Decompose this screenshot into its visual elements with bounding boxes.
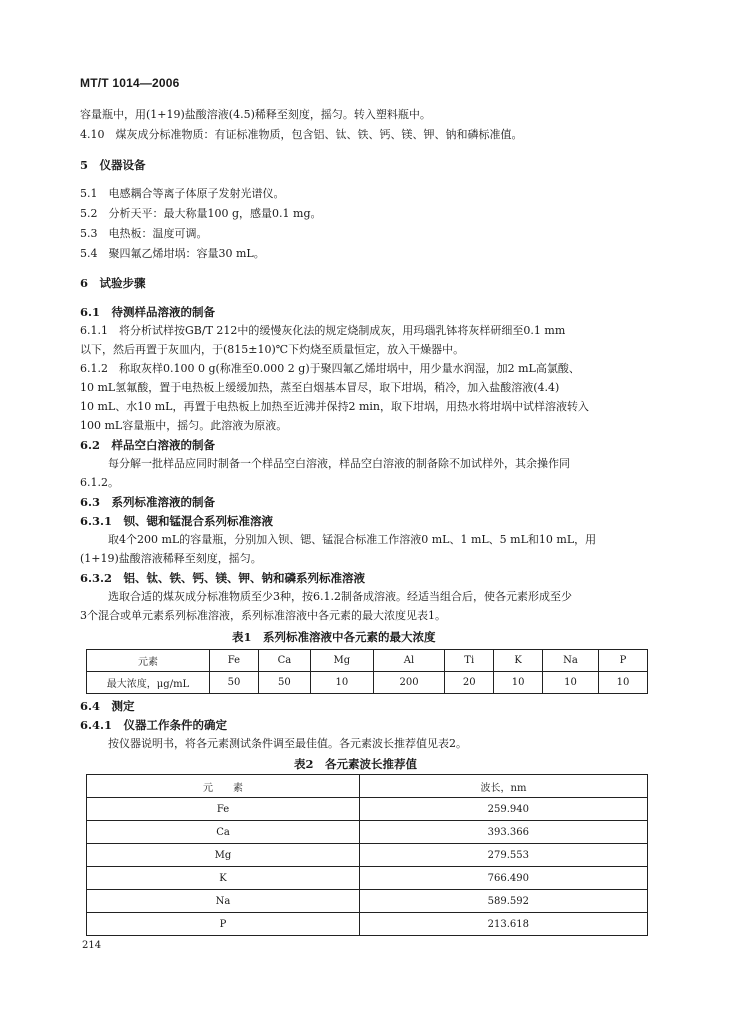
text-line: 3个混合或单元素系列标准溶液，系列标准溶液中各元素的最大浓度见表1。: [80, 609, 446, 622]
text-line: 选取合适的煤灰成分标准物质至少3种，按6.1.2制备成溶液。经适当组合后，使各元素形成至少: [108, 590, 572, 603]
table1-caption: 表1 系列标准溶液中各元素的最大浓度: [232, 630, 436, 644]
table-cell: Ca: [87, 821, 360, 844]
table2-wavelengths: [86, 774, 648, 936]
text-line: 5.3 电热板：温度可调。: [80, 227, 208, 240]
table-cell: K: [494, 650, 543, 672]
table-cell: 589.592: [360, 890, 648, 913]
table-cell: Al: [373, 650, 445, 672]
subsection-heading: 6.1 待测样品溶液的制备: [80, 305, 216, 319]
text-line: 5.4 聚四氟乙烯坩埚：容量30 mL。: [80, 247, 265, 260]
table-cell: 50: [210, 672, 259, 694]
table-cell: 元 素: [87, 775, 360, 798]
table-cell: 元素: [87, 650, 210, 672]
section-heading: 6 试验步骤: [80, 276, 146, 290]
subsection-heading: 6.3 系列标准溶液的制备: [80, 495, 216, 509]
table-cell: Ca: [258, 650, 310, 672]
table-cell: 最大浓度，μg/mL: [87, 672, 210, 694]
table-row: [87, 798, 648, 821]
table-cell: 393.366: [360, 821, 648, 844]
standard-number: MT/T 1014—2006: [80, 76, 180, 90]
text-line: 4.10 煤灰成分标准物质：有证标准物质，包含铝、钛、铁、钙、镁、钾、钠和磷标准值。: [80, 128, 523, 141]
text-line: 5.2 分析天平：最大称量100 g，感量0.1 mg。: [80, 207, 322, 220]
table-cell: 213.618: [360, 913, 648, 936]
table-row: [87, 821, 648, 844]
table-cell: P: [599, 650, 648, 672]
table2-caption: 表2 各元素波长推荐值: [294, 757, 418, 771]
text-line: 以下，然后再置于灰皿内，于(815±10)℃下灼烧至质量恒定，放入干燥器中。: [80, 343, 465, 356]
text-line: 每分解一批样品应同时制备一个样品空白溶液，样品空白溶液的制备除不加试样外，其余操作同: [108, 457, 570, 470]
table-row: [87, 890, 648, 913]
text-line: 按仪器说明书，将各元素测试条件调至最佳值。各元素波长推荐值见表2。: [108, 737, 467, 750]
table-header-row: [87, 650, 648, 672]
table-cell: K: [87, 867, 360, 890]
subsection-heading: 6.3.1 钡、锶和锰混合系列标准溶液: [80, 514, 274, 528]
table-cell: P: [87, 913, 360, 936]
table-header-row: [87, 775, 648, 798]
text-line: 取4个200 mL的容量瓶，分别加入钡、锶、锰混合标准工作溶液0 mL、1 mL、5 mL和10 mL，用: [108, 533, 597, 546]
subsection-heading: 6.4 测定: [80, 699, 135, 713]
text-line: 6.1.2 称取灰样0.100 0 g(称准至0.000 2 g)于聚四氟乙烯坩埚中，用少量水润湿，加2 mL高氯酸、: [80, 362, 580, 375]
table-cell: Na: [543, 650, 599, 672]
table1-max-concentration: [86, 649, 648, 694]
subsection-heading: 6.3.2 铝、钛、铁、钙、镁、钾、钠和磷系列标准溶液: [80, 571, 366, 585]
text-line: 10 mL、水10 mL，再置于电热板上加热至近沸并保持2 min，取下坩埚，用热水将坩埚中试样溶液转入: [80, 400, 589, 413]
table-cell: 10: [310, 672, 373, 694]
subsection-heading: 6.4.1 仪器工作条件的确定: [80, 718, 228, 732]
table-cell: 波长，nm: [360, 775, 648, 798]
table-cell: 20: [445, 672, 494, 694]
text-line: 100 mL容量瓶中，摇匀。此溶液为原液。: [80, 419, 288, 432]
table-row: [87, 913, 648, 936]
table-cell: Fe: [210, 650, 259, 672]
section-heading: 5 仪器设备: [80, 158, 146, 172]
text-line: 容量瓶中，用(1+19)盐酸溶液(4.5)稀释至刻度，摇匀。转入塑料瓶中。: [80, 108, 431, 121]
table-row: [87, 844, 648, 867]
table-cell: 279.553: [360, 844, 648, 867]
table-cell: Mg: [310, 650, 373, 672]
table-cell: Mg: [87, 844, 360, 867]
text-line: (1+19)盐酸溶液稀释至刻度，摇匀。: [80, 552, 262, 565]
table-cell: 10: [599, 672, 648, 694]
table-row: [87, 867, 648, 890]
table-cell: 766.490: [360, 867, 648, 890]
text-line: 6.1.1 将分析试样按GB/T 212中的缓慢灰化法的规定烧制成灰，用玛瑙乳钵将灰样研细至0.1 mm: [80, 324, 566, 337]
table-cell: 10: [543, 672, 599, 694]
text-line: 5.1 电感耦合等离子体原子发射光谱仪。: [80, 187, 285, 200]
subsection-heading: 6.2 样品空白溶液的制备: [80, 438, 216, 452]
table-cell: Ti: [445, 650, 494, 672]
table-row: [87, 672, 648, 694]
table-cell: 10: [494, 672, 543, 694]
table-cell: 259.940: [360, 798, 648, 821]
table-cell: 200: [373, 672, 445, 694]
table-cell: Fe: [87, 798, 360, 821]
page-number: 214: [82, 940, 102, 951]
text-line: 10 mL氢氟酸，置于电热板上缓缓加热，蒸至白烟基本冒尽，取下坩埚，稍冷，加入盐酸溶液(4.4): [80, 381, 560, 394]
text-line: 6.1.2。: [80, 476, 119, 489]
table-cell: Na: [87, 890, 360, 913]
table-cell: 50: [258, 672, 310, 694]
